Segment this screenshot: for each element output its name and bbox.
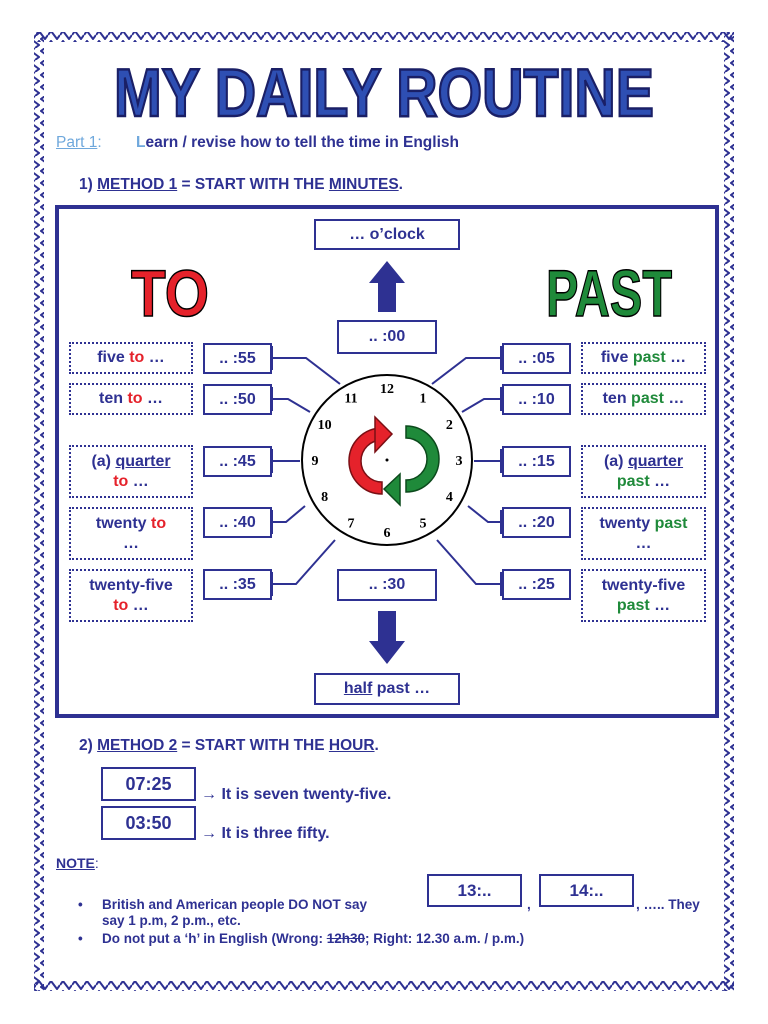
time-box-05: .. :05 <box>502 343 571 374</box>
time-box-10: .. :10 <box>502 384 571 415</box>
method1-key: MINUTES <box>328 176 399 193</box>
method1-num: 1) <box>79 176 93 193</box>
method2-heading <box>79 737 379 755</box>
time-box-40: .. :40 <box>203 507 272 538</box>
bullet1-text-a: British and American people DO NOT say <box>102 897 368 912</box>
clock-number-9: 9 <box>311 454 319 469</box>
up-arrow-icon <box>369 261 405 312</box>
time-box-45: .. :45 <box>203 446 272 477</box>
clock-number-7: 7 <box>347 516 355 532</box>
clock-number-6: 6 <box>383 526 391 541</box>
time-box-55: .. :55 <box>203 343 272 374</box>
clock-number-5: 5 <box>419 516 427 532</box>
label-quarter-to: (a) quarter to … <box>69 445 193 498</box>
to-heading <box>128 256 212 330</box>
bullet1-text-c: say 1 p.m, 2 p.m., etc. <box>102 913 241 928</box>
time-box-50: .. :50 <box>203 384 272 415</box>
half-past-underlined: half <box>343 680 373 697</box>
svg-text:TO: TO <box>131 256 209 330</box>
bullet1-box-13: 13:.. <box>427 874 522 907</box>
time-box-25: .. :25 <box>502 569 571 600</box>
time-box-35: .. :35 <box>203 569 272 600</box>
part1-colon: : <box>97 134 102 151</box>
bullet-dot-1: • <box>78 897 83 912</box>
clock-number-12: 12 <box>380 382 394 397</box>
label-quarter-past: (a) quarter past … <box>581 445 706 498</box>
method1-text: = START WITH THE <box>177 176 329 193</box>
time-box-00: .. :00 <box>337 320 437 354</box>
clock-number-1: 1 <box>419 391 427 407</box>
clock-number-2: 2 <box>445 418 453 433</box>
clock-number-11: 11 <box>344 391 358 407</box>
label-twenty-past: twenty past … <box>581 507 706 560</box>
past-heading <box>543 256 675 330</box>
half-past-box <box>314 673 460 705</box>
clock-number-10: 10 <box>317 418 332 433</box>
bullet2-text: Do not put a ‘h’ in English (Wrong: 12h30; Right: 12.30 a.m. / p.m.) <box>102 931 525 946</box>
part1-label: Part 1 <box>56 134 98 151</box>
method2-label: METHOD 2 <box>97 737 178 754</box>
label-twenty-five-past: twenty-five past … <box>581 569 706 622</box>
time-box-20: .. :20 <box>502 507 571 538</box>
bullet1-sep: , <box>527 897 531 912</box>
label-five-past: five past … <box>581 342 706 374</box>
bullet-dot-2: • <box>78 931 83 946</box>
method2-key: HOUR <box>328 737 375 754</box>
example-time-2: 03:50 <box>101 806 196 840</box>
half-past-rest: past … <box>372 680 431 697</box>
bullet1-box-14: 14:.. <box>539 874 634 907</box>
clock-number-3: 3 <box>455 454 463 469</box>
part1-first-letter: L <box>135 134 146 151</box>
part1-text: earn / revise how to tell the time in English <box>145 134 459 151</box>
method1-end: . <box>398 176 403 193</box>
bullet1-text-b: , ….. They <box>636 897 700 912</box>
label-twenty-to: twenty to … <box>69 507 193 560</box>
oclock-box: … o’clock <box>314 219 460 250</box>
label-twenty-five-to: twenty-five to … <box>69 569 193 622</box>
time-box-15: .. :15 <box>502 446 571 477</box>
label-ten-to: ten to … <box>69 383 193 415</box>
time-box-30: .. :30 <box>337 569 437 601</box>
label-ten-past: ten past … <box>581 383 706 415</box>
method1-label: METHOD 1 <box>97 176 178 193</box>
example-time-1: 07:25 <box>101 767 196 801</box>
example-text-1: → It is seven twenty-five. <box>201 786 392 803</box>
title-text: MY DAILY ROUTINE <box>114 55 654 131</box>
method2-num: 2) <box>79 737 93 754</box>
clock-number-8: 8 <box>321 490 329 505</box>
down-arrow-icon <box>369 611 405 664</box>
svg-text:PAST: PAST <box>546 256 672 330</box>
note-heading: NOTE: <box>56 855 99 871</box>
method2-text: = START WITH THE <box>177 737 329 754</box>
label-five-to: five to … <box>69 342 193 374</box>
example-text-2: → It is three fifty. <box>201 825 330 842</box>
method2-end: . <box>374 737 379 754</box>
clock-number-4: 4 <box>445 490 453 505</box>
